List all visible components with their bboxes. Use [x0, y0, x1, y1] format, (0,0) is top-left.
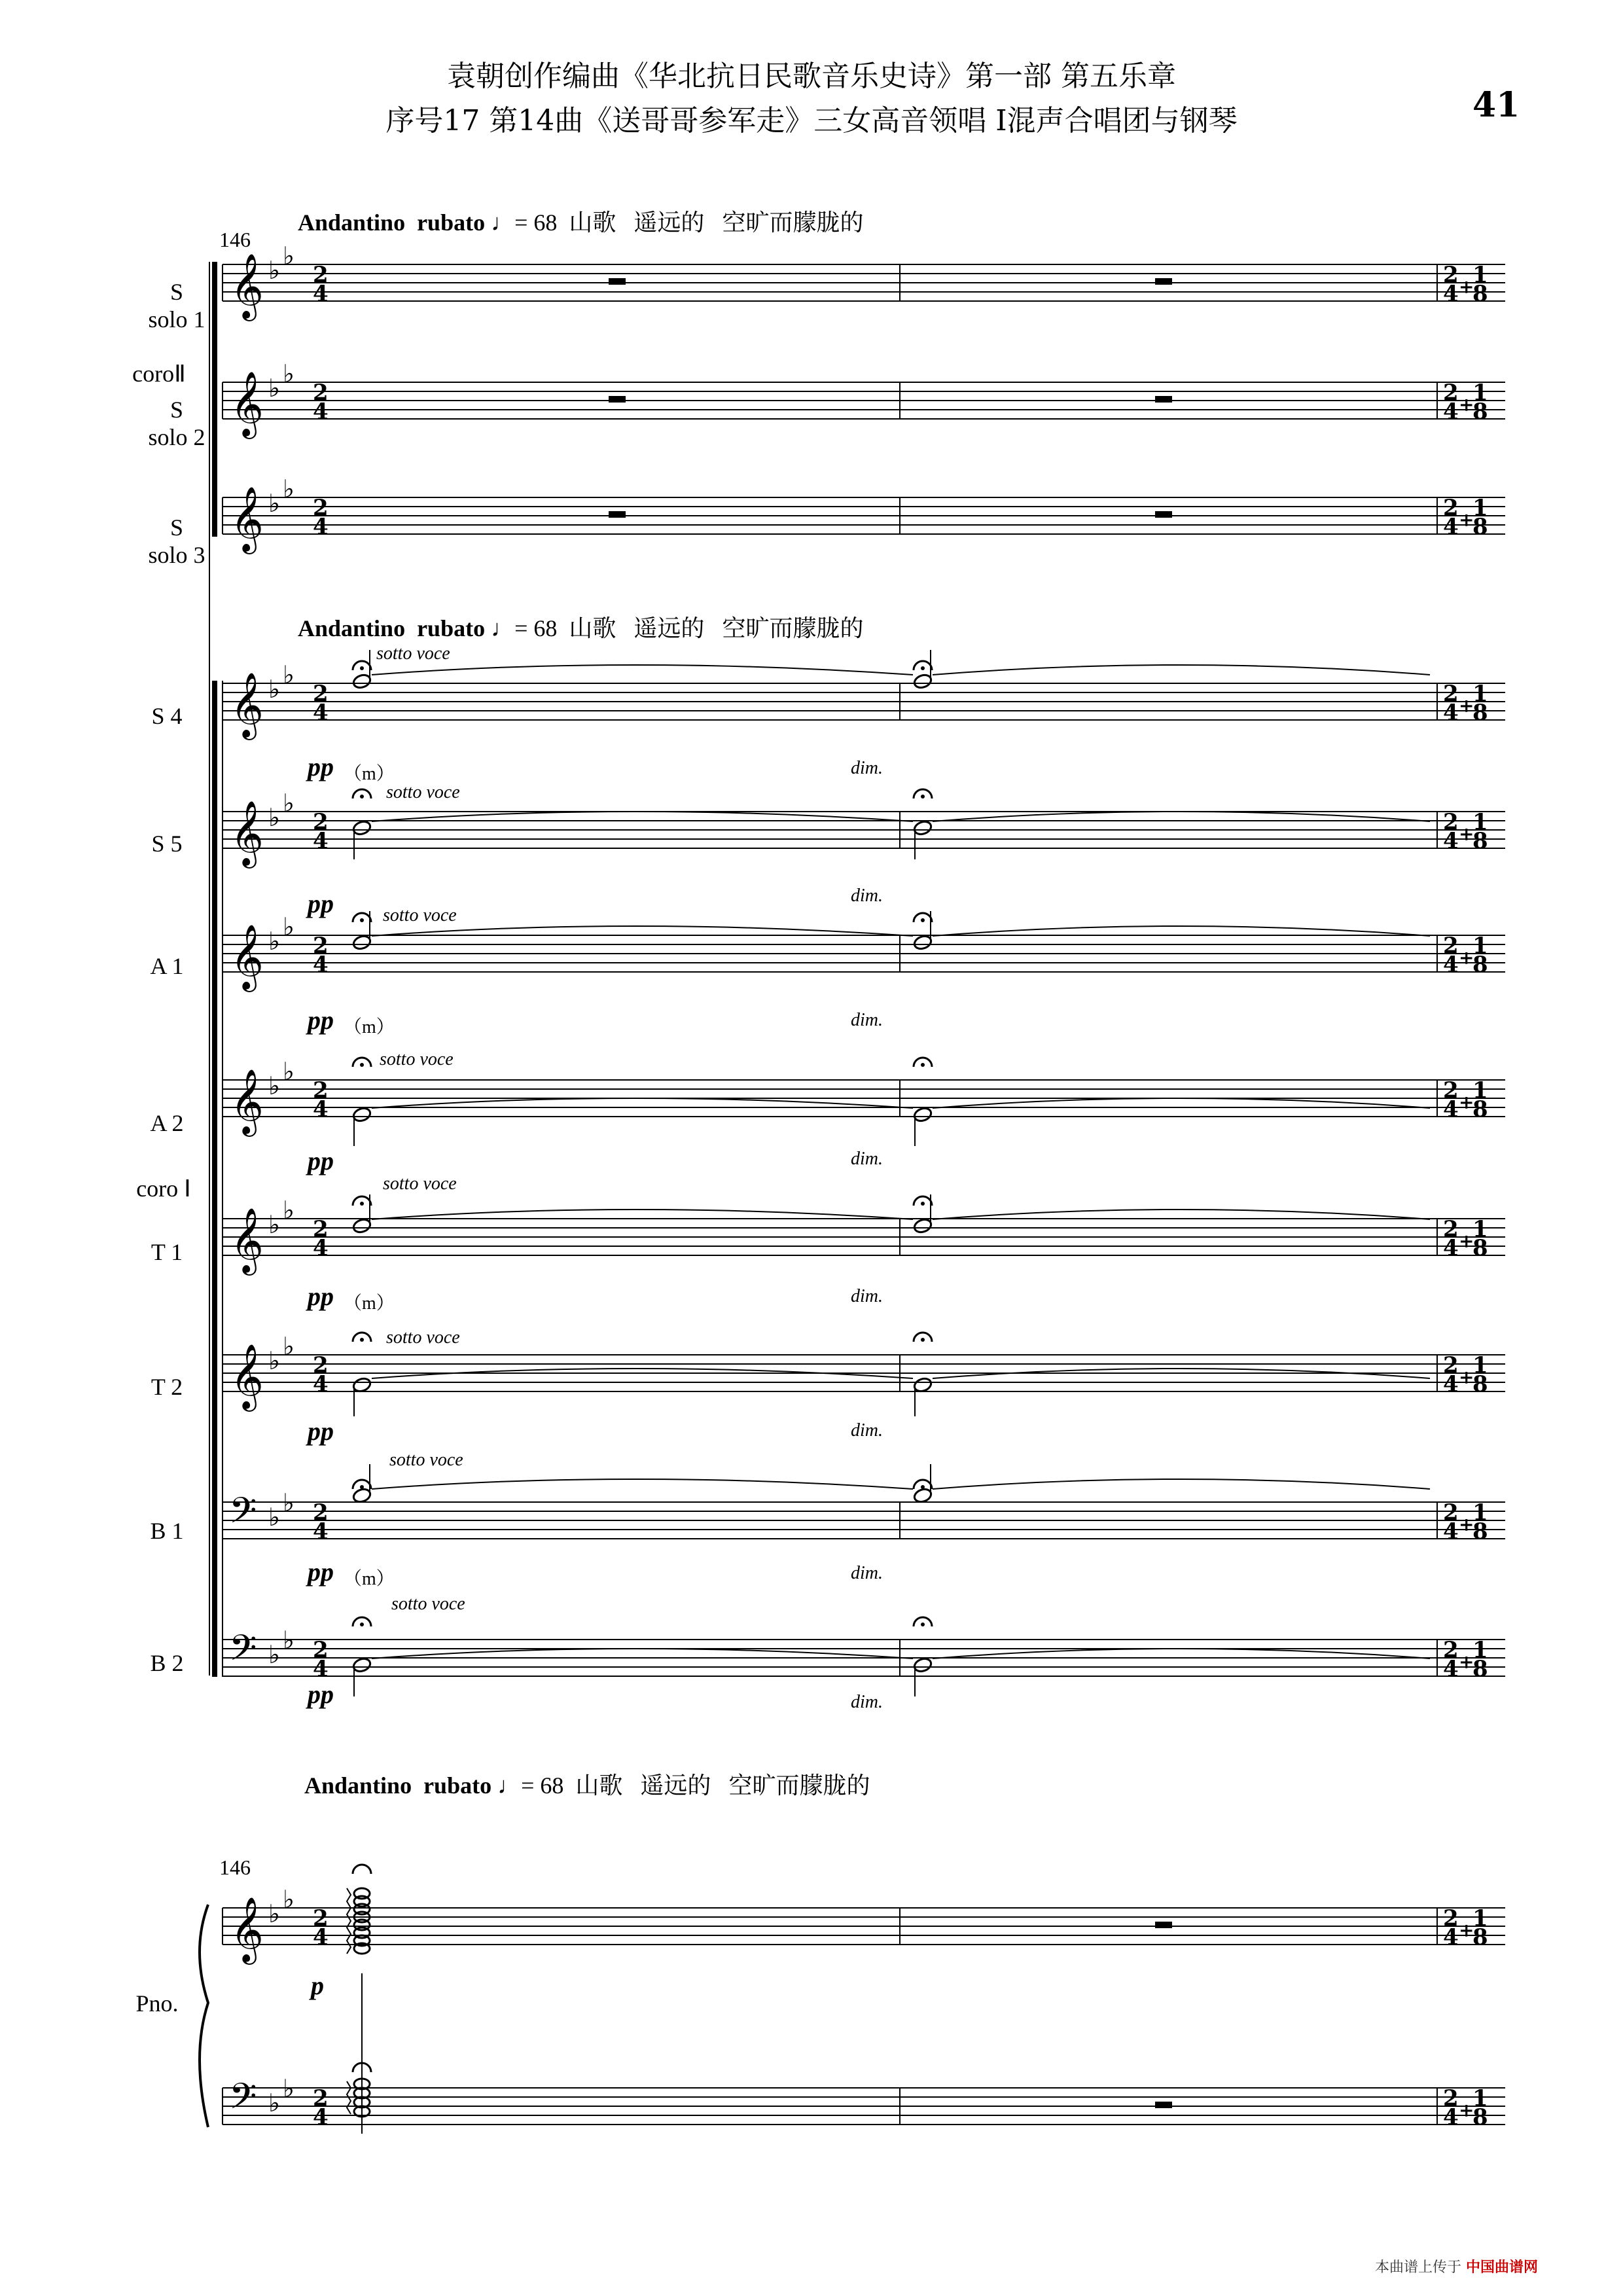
choir-5-tie — [372, 1210, 913, 1219]
choir-3-tie — [372, 926, 913, 936]
staff-label-solo2: S solo 2 — [148, 397, 205, 450]
dyn-b2: pp — [308, 1679, 334, 1709]
choir-2-timesig-bottom: 4 — [313, 828, 329, 854]
choir-6-flat-icon: ♭ — [283, 1332, 294, 1361]
solo1-whole-rest — [609, 278, 626, 285]
choir-5-next-timesig-bottom2: 8 — [1472, 1235, 1488, 1261]
solo3-next-timesig-top2: 1 — [1472, 495, 1488, 521]
solo2-whole-rest — [609, 396, 626, 403]
piano-lh-flat-icon: ♭ — [268, 2089, 280, 2117]
choir-5-tie — [933, 1210, 1430, 1219]
piano-lh-bass-clef-icon: 𝄢 — [229, 2075, 257, 2126]
staff-label-b2: B 2 — [150, 1650, 184, 1676]
choir-4-next-timesig-top: 2 — [1443, 1077, 1459, 1103]
choir-3-half-note — [913, 934, 933, 951]
choir-7-tie — [372, 1479, 913, 1489]
choir-3-fermata-dot — [921, 918, 925, 922]
choir-2-fermata-dot — [360, 795, 364, 798]
dyn-s5: pp — [308, 889, 334, 918]
choir-7-bass-clef-icon: 𝄢 — [229, 1490, 257, 1540]
choir-5-next-timesig-top2: 1 — [1472, 1216, 1488, 1242]
expr-b2: sotto voce — [391, 1594, 465, 1614]
choir-1-fermata-dot — [921, 666, 925, 670]
choir-4-half-note — [352, 1106, 372, 1123]
choir-8-tie — [372, 1649, 913, 1659]
choir-5-fermata-dot — [921, 1202, 925, 1206]
choir-2-next-timesig-top: 2 — [1443, 809, 1459, 835]
dyn-a1: pp — [308, 1005, 334, 1035]
score-title-line2: 序号17 第14曲《送哥哥参军走》三女高音领唱 Ⅰ混声合唱团与钢琴 — [385, 104, 1238, 137]
choir-3-next-timesig-bottom: 4 — [1443, 952, 1459, 978]
choir-4-next-timesig-bottom: 4 — [1443, 1096, 1459, 1122]
dim-t2: dim. — [851, 1420, 883, 1441]
choir-5-half-note — [352, 1217, 372, 1234]
dyn-piano: p — [311, 1971, 324, 2000]
solo2-treble-clef-icon: 𝄞 — [230, 371, 264, 437]
piano-brace-icon — [200, 1905, 208, 2127]
piano-lh-timesig-bottom: 4 — [313, 2104, 329, 2130]
staff-label-solo3: S solo 3 — [148, 514, 205, 568]
piano-lh-next-timesig-plus: + — [1459, 2100, 1474, 2121]
choir-5-flat-icon: ♭ — [283, 1196, 294, 1225]
expr-b1: sotto voce — [389, 1450, 463, 1470]
piano-rh-next-timesig-top: 2 — [1443, 1905, 1459, 1931]
choir-5-timesig-top: 2 — [313, 1216, 329, 1242]
choir-4-tie — [372, 1098, 913, 1108]
choir-3-timesig-bottom: 4 — [313, 952, 329, 978]
choir-7-next-timesig-top: 2 — [1443, 1499, 1459, 1526]
choir-1-tie — [372, 665, 913, 675]
choir-4-fermata-dot — [360, 1063, 364, 1067]
choir-8-flat-icon: ♭ — [283, 1626, 294, 1655]
choir-4-fermata-dot — [921, 1063, 925, 1067]
hum-b1: （m） — [344, 1569, 395, 1589]
choir-6-timesig-top: 2 — [313, 1352, 329, 1378]
choir-7-timesig-top: 2 — [313, 1499, 329, 1526]
choir-3-timesig-top: 2 — [313, 933, 329, 959]
page-number: 41 — [1472, 85, 1520, 125]
piano-lh-next-timesig-bottom2: 8 — [1472, 2104, 1488, 2130]
piano-lh-whole-rest — [1155, 2102, 1172, 2108]
measure-number: 146 — [219, 228, 251, 251]
expr-a2: sotto voce — [380, 1049, 454, 1069]
choir-5-flat-icon: ♭ — [268, 1210, 280, 1239]
hum-a1: （m） — [344, 1017, 395, 1037]
tempo-marking-piano: Andantino rubato ♩= 68 山歌 遥远的 空旷而朦胧的 — [304, 1772, 870, 1799]
choir-2-half-note — [352, 819, 372, 836]
choir-6-fermata-dot — [360, 1338, 364, 1342]
dim-a1: dim. — [851, 1010, 883, 1030]
choir-2-next-timesig-bottom2: 8 — [1472, 828, 1488, 854]
solo1-next-timesig-top2: 1 — [1472, 262, 1488, 288]
choir-6-next-timesig-bottom2: 8 — [1472, 1371, 1488, 1397]
choir-5-next-timesig-top: 2 — [1443, 1216, 1459, 1242]
hum-s4: （m） — [344, 764, 395, 784]
staff-label-piano: Pno. — [135, 1990, 179, 2017]
solo1-flat-icon: ♭ — [283, 242, 294, 270]
solo2-timesig-bottom: 4 — [313, 399, 329, 425]
choir-3-next-timesig-top2: 1 — [1472, 933, 1488, 959]
solo1-next-timesig-bottom: 4 — [1443, 281, 1459, 307]
measure-number-piano: 146 — [219, 1856, 251, 1879]
solo3-flat-icon: ♭ — [283, 475, 294, 503]
solo3-next-timesig-bottom: 4 — [1443, 514, 1459, 540]
tempo-marking-solo: Andantino rubato ♩= 68 山歌 遥远的 空旷而朦胧的 — [298, 209, 864, 236]
choir-8-next-timesig-bottom2: 8 — [1472, 1656, 1488, 1682]
group-label-coro1: coro Ⅰ — [136, 1175, 191, 1202]
choir-1-half-note — [352, 673, 372, 690]
choir-3-next-timesig-bottom2: 8 — [1472, 952, 1488, 978]
choir-2-treble-clef-icon: 𝄞 — [230, 800, 264, 866]
choir-6-treble-clef-icon: 𝄞 — [230, 1344, 264, 1409]
choir-1-tie — [933, 665, 1430, 675]
choir-8-fermata-dot — [921, 1623, 925, 1626]
piano-rh-whole-rest — [1155, 1922, 1172, 1928]
choir-7-flat-icon: ♭ — [283, 1488, 294, 1517]
choir-3-next-timesig-top: 2 — [1443, 933, 1459, 959]
piano-rh-next-timesig-bottom2: 8 — [1472, 1924, 1488, 1950]
choir-4-next-timesig-bottom2: 8 — [1472, 1096, 1488, 1122]
choir-8-fermata-dot — [360, 1623, 364, 1626]
solo3-next-timesig-top: 2 — [1443, 495, 1459, 521]
choir-7-next-timesig-plus: + — [1459, 1514, 1474, 1535]
choir-1-timesig-bottom: 4 — [313, 700, 329, 726]
dyn-s4: pp — [308, 752, 334, 781]
dyn-t2: pp — [308, 1416, 334, 1446]
solo2-flat-icon: ♭ — [268, 374, 280, 403]
solo2-next-timesig-plus: + — [1459, 394, 1474, 416]
choir-5-half-note — [913, 1217, 933, 1234]
choir-6-next-timesig-bottom: 4 — [1443, 1371, 1459, 1397]
choir-8-next-timesig-top: 2 — [1443, 1637, 1459, 1663]
solo2-timesig-top: 2 — [313, 380, 329, 406]
choir-1-half-note — [913, 673, 933, 690]
choir-8-bass-clef-icon: 𝄢 — [229, 1627, 257, 1677]
solo2-flat-icon: ♭ — [283, 359, 294, 388]
choir-5-next-timesig-plus: + — [1459, 1230, 1474, 1252]
score-title-line1: 袁朝创作编曲《华北抗日民歌音乐史诗》第一部 第五乐章 — [447, 60, 1176, 93]
choir-4-half-note — [913, 1106, 933, 1123]
choir-1-flat-icon: ♭ — [283, 660, 294, 689]
choir-6-timesig-bottom: 4 — [313, 1371, 329, 1397]
dim-s4: dim. — [851, 758, 883, 778]
piano-fermata-icon — [353, 1865, 371, 1874]
choir-3-flat-icon: ♭ — [283, 912, 294, 941]
choir-2-next-timesig-bottom: 4 — [1443, 828, 1459, 854]
choir-1-next-timesig-plus: + — [1459, 695, 1474, 717]
expr-s5: sotto voce — [386, 782, 460, 802]
choir-3-next-timesig-plus: + — [1459, 947, 1474, 969]
choir-8-half-note — [352, 1657, 372, 1674]
piano-rh-flat-icon: ♭ — [268, 1899, 280, 1928]
choir-8-half-note — [913, 1657, 933, 1674]
choir-6-next-timesig-plus: + — [1459, 1367, 1474, 1388]
choir-2-half-note — [913, 819, 933, 836]
expr-t2: sotto voce — [386, 1327, 460, 1348]
solo1-timesig-top: 2 — [313, 262, 329, 288]
choir-7-flat-icon: ♭ — [268, 1503, 280, 1532]
piano-rh-next-timesig-plus: + — [1459, 1920, 1474, 1941]
piano-rh-next-timesig-bottom: 4 — [1443, 1924, 1459, 1950]
dim-t1: dim. — [851, 1286, 883, 1306]
staff-label-t2: T 2 — [151, 1374, 183, 1400]
solo3-flat-icon: ♭ — [268, 489, 280, 518]
choir-2-next-timesig-top2: 1 — [1472, 809, 1488, 835]
dyn-b1: pp — [308, 1557, 334, 1587]
piano-lh-flat-icon: ♭ — [283, 2074, 294, 2103]
choir-1-next-timesig-bottom2: 8 — [1472, 700, 1488, 726]
choir-8-tie — [933, 1649, 1430, 1659]
choir-1-next-timesig-bottom: 4 — [1443, 700, 1459, 726]
choir-6-flat-icon: ♭ — [268, 1346, 280, 1375]
solo1-timesig-bottom: 4 — [313, 281, 329, 307]
choir-3-half-note — [352, 934, 372, 951]
solo1-flat-icon: ♭ — [268, 256, 280, 285]
solo3-next-timesig-bottom2: 8 — [1472, 514, 1488, 540]
choir-4-next-timesig-top2: 1 — [1472, 1077, 1488, 1103]
choir-3-flat-icon: ♭ — [268, 927, 280, 956]
piano-lh-next-timesig-bottom: 4 — [1443, 2104, 1459, 2130]
choir-7-next-timesig-bottom: 4 — [1443, 1518, 1459, 1545]
expr-t1: sotto voce — [383, 1174, 457, 1194]
tempo-marking-choir: Andantino rubato ♩= 68 山歌 遥远的 空旷而朦胧的 — [298, 615, 864, 641]
choir-7-timesig-bottom: 4 — [313, 1518, 329, 1545]
choir-8-next-timesig-top2: 1 — [1472, 1637, 1488, 1663]
choir-2-next-timesig-plus: + — [1459, 823, 1474, 845]
piano-lh-next-timesig-top: 2 — [1443, 2085, 1459, 2111]
solo2-next-timesig-top2: 1 — [1472, 380, 1488, 406]
choir-5-next-timesig-bottom: 4 — [1443, 1235, 1459, 1261]
choir-1-treble-clef-icon: 𝄞 — [230, 672, 264, 738]
dyn-a2: pp — [308, 1146, 334, 1175]
group-label-coro2: coroⅡ — [132, 361, 186, 387]
choir-2-flat-icon: ♭ — [283, 789, 294, 817]
solo3-treble-clef-icon: 𝄞 — [230, 486, 264, 552]
solo2-next-timesig-top: 2 — [1443, 380, 1459, 406]
solo2-whole-rest — [1155, 396, 1172, 403]
solo3-timesig-bottom: 4 — [313, 514, 329, 540]
choir-8-next-timesig-bottom: 4 — [1443, 1656, 1459, 1682]
dyn-t1: pp — [308, 1282, 334, 1311]
choir-4-timesig-top: 2 — [313, 1077, 329, 1103]
dim-s5: dim. — [851, 886, 883, 906]
choir-2-timesig-top: 2 — [313, 809, 329, 835]
choir-4-timesig-bottom: 4 — [313, 1096, 329, 1122]
choir-5-timesig-bottom: 4 — [313, 1235, 329, 1261]
piano-rh-next-timesig-top2: 1 — [1472, 1905, 1488, 1931]
choir-8-flat-icon: ♭ — [268, 1640, 280, 1669]
choir-4-next-timesig-plus: + — [1459, 1092, 1474, 1113]
choir-4-flat-icon: ♭ — [268, 1071, 280, 1100]
choir-5-treble-clef-icon: 𝄞 — [230, 1208, 264, 1273]
choir-7-next-timesig-bottom2: 8 — [1472, 1518, 1488, 1545]
footer-watermark: 本曲谱上传于 中国曲谱网 — [1374, 2259, 1538, 2276]
dim-b2: dim. — [851, 1692, 883, 1712]
choir-1-flat-icon: ♭ — [268, 675, 280, 704]
solo2-next-timesig-bottom: 4 — [1443, 399, 1459, 425]
choir-2-tie — [933, 812, 1430, 821]
choir-3-tie — [933, 926, 1430, 936]
staff-label-a2: A 2 — [150, 1110, 184, 1136]
staff-label-a1: A 1 — [150, 953, 184, 979]
staff-label-s5: S 5 — [151, 831, 183, 857]
choir-6-next-timesig-top: 2 — [1443, 1352, 1459, 1378]
choir-2-tie — [372, 812, 913, 821]
dim-a2: dim. — [851, 1149, 883, 1169]
piano-lh-timesig-top: 2 — [313, 2085, 329, 2111]
choir-8-next-timesig-plus: + — [1459, 1651, 1474, 1673]
solo3-whole-rest — [1155, 511, 1172, 518]
choir-7-next-timesig-top2: 1 — [1472, 1499, 1488, 1526]
choir-3-fermata-dot — [360, 918, 364, 922]
choir-1-next-timesig-top2: 1 — [1472, 681, 1488, 707]
expr-a1: sotto voce — [383, 905, 457, 925]
choir-2-flat-icon: ♭ — [268, 803, 280, 832]
choir-4-flat-icon: ♭ — [283, 1057, 294, 1086]
solo3-whole-rest — [609, 511, 626, 518]
choir-1-next-timesig-top: 2 — [1443, 681, 1459, 707]
staff-label-b1: B 1 — [150, 1518, 184, 1544]
choir-7-fermata-dot — [921, 1485, 925, 1489]
choir-1-fermata-dot — [360, 666, 364, 670]
dim-b1: dim. — [851, 1563, 883, 1583]
staff-label-s4: S 4 — [151, 703, 183, 729]
choir-7-fermata-dot — [360, 1485, 364, 1489]
staff-label-t1: T 1 — [151, 1239, 183, 1265]
solo3-timesig-top: 2 — [313, 495, 329, 521]
solo1-next-timesig-plus: + — [1459, 276, 1474, 298]
piano-rh-timesig-bottom: 4 — [313, 1924, 329, 1950]
choir-8-timesig-bottom: 4 — [313, 1656, 329, 1682]
solo1-whole-rest — [1155, 278, 1172, 285]
piano-lh-next-timesig-top2: 1 — [1472, 2085, 1488, 2111]
choir-6-fermata-dot — [921, 1338, 925, 1342]
choir-7-tie — [933, 1479, 1430, 1489]
solo3-next-timesig-plus: + — [1459, 509, 1474, 531]
solo1-next-timesig-top: 2 — [1443, 262, 1459, 288]
choir-6-next-timesig-top2: 1 — [1472, 1352, 1488, 1378]
solo2-next-timesig-bottom2: 8 — [1472, 399, 1488, 425]
hum-t1: （m） — [344, 1293, 395, 1314]
piano-rh-treble-clef-icon: 𝄞 — [230, 1897, 264, 1962]
choir-4-treble-clef-icon: 𝄞 — [230, 1069, 264, 1134]
staff-label-solo1: S solo 1 — [148, 279, 205, 332]
choir-4-tie — [933, 1098, 1430, 1108]
choir-1-timesig-top: 2 — [313, 681, 329, 707]
solo1-next-timesig-bottom2: 8 — [1472, 281, 1488, 307]
expr-s4: sotto voce — [376, 643, 450, 664]
piano-rh-flat-icon: ♭ — [283, 1885, 294, 1914]
piano-rh-timesig-top: 2 — [313, 1905, 329, 1931]
solo1-treble-clef-icon: 𝄞 — [230, 253, 264, 319]
choir-3-treble-clef-icon: 𝄞 — [230, 924, 264, 990]
choir-5-fermata-dot — [360, 1202, 364, 1206]
choir-8-timesig-top: 2 — [313, 1637, 329, 1663]
choir-2-fermata-dot — [921, 795, 925, 798]
